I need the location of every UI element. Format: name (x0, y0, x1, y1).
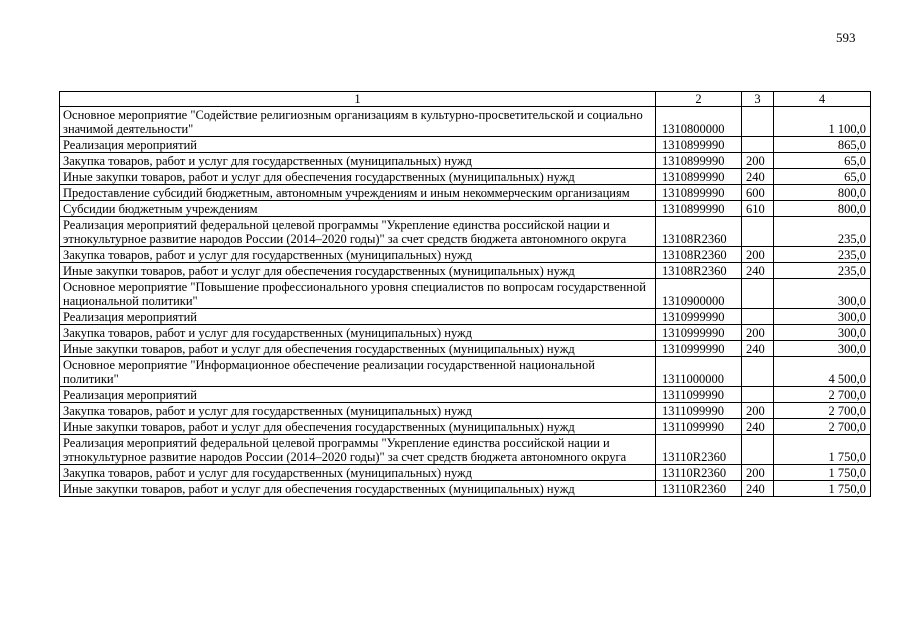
table-row (60, 435, 871, 465)
header-col-1: 1 (60, 92, 656, 107)
row-name: Иные закупки товаров, работ и услуг для обеспечения государственных (муниципальных) нужд (60, 263, 656, 279)
row-target-code: 13108R2360 (656, 247, 742, 263)
row-amount: 300,0 (774, 341, 871, 357)
header-row (60, 92, 871, 107)
row-target-code: 1310899990 (656, 185, 742, 201)
row-amount: 4 500,0 (774, 357, 871, 387)
row-name: Иные закупки товаров, работ и услуг для обеспечения государственных (муниципальных) нужд (60, 419, 656, 435)
row-target-code: 13110R2360 (656, 465, 742, 481)
table-row (60, 325, 871, 341)
row-target-code: 13110R2360 (656, 481, 742, 497)
row-target-code: 13108R2360 (656, 217, 742, 247)
table-row (60, 263, 871, 279)
row-target-code: 13108R2360 (656, 263, 742, 279)
table-body (60, 107, 871, 497)
row-name: Основное мероприятие "Повышение профессионального уровня специалистов по вопросам государственной национальной политики" (60, 279, 656, 309)
row-amount: 1 750,0 (774, 465, 871, 481)
row-target-code: 13110R2360 (656, 435, 742, 465)
row-amount: 865,0 (774, 137, 871, 153)
row-expense-type: 240 (742, 263, 774, 279)
row-target-code: 1311099990 (656, 419, 742, 435)
row-expense-type: 200 (742, 247, 774, 263)
row-name: Реализация мероприятий федеральной целевой программы "Укрепление единства российской нации и этнокультурное развитие народов России (2014–2020 годы)" за счет средств бюджета автономного округа (60, 435, 656, 465)
row-target-code: 1311099990 (656, 403, 742, 419)
table-row (60, 107, 871, 137)
row-expense-type (742, 309, 774, 325)
row-name: Реализация мероприятий (60, 387, 656, 403)
row-amount: 800,0 (774, 185, 871, 201)
row-expense-type: 200 (742, 465, 774, 481)
row-expense-type (742, 217, 774, 247)
row-name: Реализация мероприятий (60, 137, 656, 153)
row-name: Закупка товаров, работ и услуг для государственных (муниципальных) нужд (60, 325, 656, 341)
row-amount: 2 700,0 (774, 387, 871, 403)
row-amount: 235,0 (774, 217, 871, 247)
row-amount: 300,0 (774, 279, 871, 309)
row-name: Иные закупки товаров, работ и услуг для обеспечения государственных (муниципальных) нужд (60, 169, 656, 185)
table-row (60, 419, 871, 435)
row-target-code: 1310899990 (656, 201, 742, 217)
row-amount: 1 750,0 (774, 481, 871, 497)
row-name: Закупка товаров, работ и услуг для государственных (муниципальных) нужд (60, 403, 656, 419)
row-target-code: 1311000000 (656, 357, 742, 387)
row-expense-type (742, 357, 774, 387)
row-name: Реализация мероприятий федеральной целевой программы "Укрепление единства российской нации и этнокультурное развитие народов России (2014–2020 годы)" за счет средств бюджета автономного округа (60, 217, 656, 247)
row-name: Предоставление субсидий бюджетным, автономным учреждениям и иным некоммерческим организациям (60, 185, 656, 201)
row-amount: 65,0 (774, 169, 871, 185)
table-header (60, 92, 871, 107)
budget-table (59, 91, 871, 497)
row-target-code: 1310999990 (656, 341, 742, 357)
row-target-code: 1310899990 (656, 153, 742, 169)
row-target-code: 1310900000 (656, 279, 742, 309)
table-row (60, 137, 871, 153)
table-row (60, 481, 871, 497)
row-target-code: 1310899990 (656, 169, 742, 185)
row-amount: 1 750,0 (774, 435, 871, 465)
row-amount: 65,0 (774, 153, 871, 169)
row-name: Реализация мероприятий (60, 309, 656, 325)
table-row (60, 247, 871, 263)
table-row (60, 201, 871, 217)
row-expense-type (742, 279, 774, 309)
table-row (60, 357, 871, 387)
row-name: Основное мероприятие "Информационное обеспечение реализации государственной национальной политики" (60, 357, 656, 387)
table-row (60, 309, 871, 325)
row-target-code: 1310800000 (656, 107, 742, 137)
row-amount: 235,0 (774, 263, 871, 279)
row-target-code: 1310999990 (656, 325, 742, 341)
row-amount: 2 700,0 (774, 403, 871, 419)
row-amount: 300,0 (774, 309, 871, 325)
row-name: Субсидии бюджетным учреждениям (60, 201, 656, 217)
row-name: Иные закупки товаров, работ и услуг для обеспечения государственных (муниципальных) нужд (60, 481, 656, 497)
table-row (60, 279, 871, 309)
row-expense-type (742, 387, 774, 403)
row-expense-type (742, 435, 774, 465)
table-row (60, 169, 871, 185)
table-row (60, 465, 871, 481)
row-amount: 300,0 (774, 325, 871, 341)
header-col-2: 2 (656, 92, 742, 107)
row-expense-type: 200 (742, 153, 774, 169)
row-amount: 2 700,0 (774, 419, 871, 435)
header-col-4: 4 (774, 92, 871, 107)
row-expense-type: 600 (742, 185, 774, 201)
row-expense-type: 240 (742, 341, 774, 357)
table-row (60, 185, 871, 201)
page-number: 593 (836, 30, 856, 45)
row-target-code: 1310899990 (656, 137, 742, 153)
row-name: Закупка товаров, работ и услуг для государственных (муниципальных) нужд (60, 247, 656, 263)
row-amount: 235,0 (774, 247, 871, 263)
row-expense-type: 200 (742, 325, 774, 341)
row-expense-type: 240 (742, 169, 774, 185)
table-row (60, 403, 871, 419)
row-name: Иные закупки товаров, работ и услуг для обеспечения государственных (муниципальных) нужд (60, 341, 656, 357)
row-name: Основное мероприятие "Содействие религиозным организациям в культурно-просветительской и социально значимой деятельности" (60, 107, 656, 137)
row-target-code: 1310999990 (656, 309, 742, 325)
row-expense-type: 240 (742, 481, 774, 497)
row-expense-type (742, 107, 774, 137)
row-name: Закупка товаров, работ и услуг для государственных (муниципальных) нужд (60, 465, 656, 481)
row-expense-type: 610 (742, 201, 774, 217)
row-name: Закупка товаров, работ и услуг для государственных (муниципальных) нужд (60, 153, 656, 169)
row-amount: 1 100,0 (774, 107, 871, 137)
table-row (60, 153, 871, 169)
row-target-code: 1311099990 (656, 387, 742, 403)
row-amount: 800,0 (774, 201, 871, 217)
table-row (60, 217, 871, 247)
table-row (60, 387, 871, 403)
row-expense-type: 200 (742, 403, 774, 419)
header-col-3: 3 (742, 92, 774, 107)
table-row (60, 341, 871, 357)
row-expense-type: 240 (742, 419, 774, 435)
row-expense-type (742, 137, 774, 153)
